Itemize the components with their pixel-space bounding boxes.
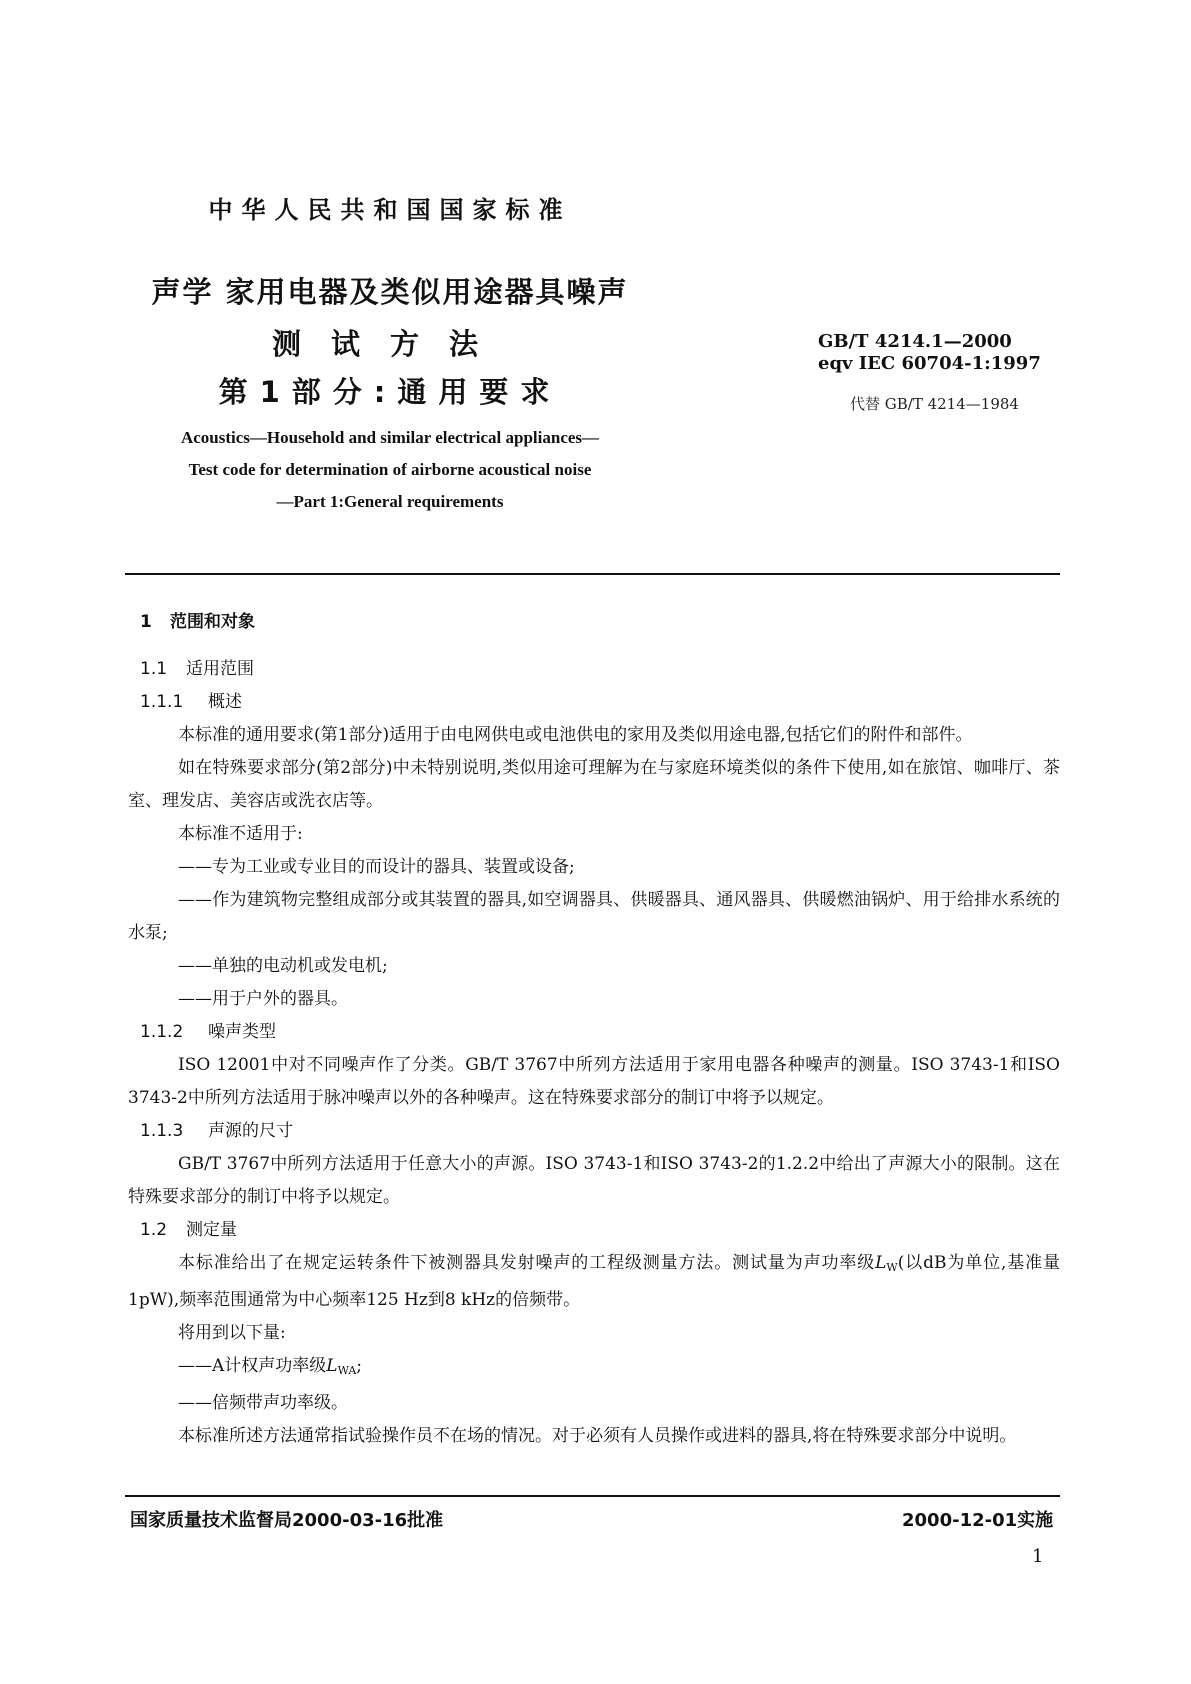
symbol: L xyxy=(326,1356,338,1376)
text-run: 本标准给出了在规定运转条件下被测器具发射噪声的工程级测量方法。测试量为声功率级 xyxy=(178,1253,876,1273)
paragraph xyxy=(128,1247,1060,1317)
section-1-1-3-heading xyxy=(128,1115,1060,1148)
section-title: 范围和对象 xyxy=(170,612,255,632)
title-cn-line-1: 声学 家用电器及类似用途器具噪声 xyxy=(151,275,629,309)
list-item: ——作为建筑物完整组成部分或其装置的器具,如空调器具、供暖器具、通风器具、供暖燃油锅炉、用于给排水系统的水泵; xyxy=(128,890,1060,943)
list-item: ——专为工业或专业目的而设计的器具、装置或设备; xyxy=(178,857,575,877)
section-title: 适用范围 xyxy=(186,659,254,679)
subscript: W xyxy=(886,1261,898,1274)
implementation-date: 2000-12-01实施 xyxy=(902,1510,1054,1531)
document-body xyxy=(128,606,1060,1453)
standard-code: GB/T 4214.1—2000 xyxy=(818,331,1012,352)
section-number: 1.1.3 xyxy=(140,1121,184,1141)
section-1-heading xyxy=(128,606,1060,639)
title-cn-line-2: 测试方法 xyxy=(271,327,508,361)
paragraph: 本标准不适用于: xyxy=(178,824,303,844)
page-number: 1 xyxy=(1032,1546,1044,1567)
section-number: 1.2 xyxy=(140,1220,168,1240)
text-run: ; xyxy=(356,1356,363,1376)
text-run: (以dB为单位,基准量1pW),频率范围通常为中心频率125 Hz到8 kHz的倍频带。 xyxy=(128,1253,1060,1310)
approval-line: 国家质量技术监督局2000-03-16批准 xyxy=(130,1510,444,1531)
section-number: 1.1.1 xyxy=(140,692,184,712)
section-1-1-2-heading xyxy=(128,1016,1060,1049)
subscript: WA xyxy=(337,1364,357,1377)
section-title: 概述 xyxy=(208,692,242,712)
paragraph: 如在特殊要求部分(第2部分)中未特别说明,类似用途可理解为在与家庭环境类似的条件下使用,如在旅馆、咖啡厅、茶室、理发店、美容店或洗衣店等。 xyxy=(128,758,1060,811)
title-en-line-1: Acoustics—Household and similar electrical appliances— xyxy=(180,428,600,447)
section-1-1-heading xyxy=(128,653,1060,686)
section-number: 1.1.2 xyxy=(140,1022,184,1042)
paragraph: 将用到以下量: xyxy=(178,1323,286,1343)
symbol: L xyxy=(875,1253,887,1273)
section-number: 1.1 xyxy=(140,659,168,679)
title-cn-line-3: 第1部分:通用要求 xyxy=(218,375,562,409)
list-item: ——单独的电动机或发电机; xyxy=(178,956,388,976)
paragraph: ISO 12001中对不同噪声作了分类。GB/T 3767中所列方法适用于家用电器各种噪声的测量。ISO 3743-1和ISO 3743-2中所列方法适用于脉冲噪声以外的各种噪声。这在特殊要求部分的制订中将予以规定。 xyxy=(128,1055,1060,1108)
section-title: 噪声类型 xyxy=(208,1022,276,1042)
replaces-standard: 代替 GB/T 4214—1984 xyxy=(850,395,1019,413)
title-en-line-2: Test code for determination of airborne acoustical noise xyxy=(188,460,592,479)
bottom-divider xyxy=(125,1495,1060,1497)
section-title: 声源的尺寸 xyxy=(208,1121,293,1141)
list-item: ——用于户外的器具。 xyxy=(178,989,348,1009)
paragraph: 本标准所述方法通常指试验操作员不在场的情况。对于必须有人员操作或进料的器具,将在特殊要求部分中说明。 xyxy=(178,1426,1017,1446)
top-divider xyxy=(125,573,1060,575)
title-en-line-3: —Part 1:General requirements xyxy=(276,492,504,511)
paragraph: GB/T 3767中所列方法适用于任意大小的声源。ISO 3743-1和ISO 3743-2的1.2.2中给出了声源大小的限制。这在特殊要求部分的制订中将予以规定。 xyxy=(128,1154,1060,1207)
section-number: 1 xyxy=(140,612,152,632)
section-1-1-1-heading xyxy=(128,686,1060,719)
text-run: ——A计权声功率级 xyxy=(178,1356,327,1376)
equivalent-standard: eqv IEC 60704-1:1997 xyxy=(818,353,1041,374)
section-title: 测定量 xyxy=(186,1220,237,1240)
list-item xyxy=(128,1350,1060,1387)
national-standard-heading: 中华人民共和国国家标准 xyxy=(208,196,572,224)
paragraph: 本标准的通用要求(第1部分)适用于由电网供电或电池供电的家用及类似用途电器,包括它们的附件和部件。 xyxy=(178,725,973,745)
section-1-2-heading xyxy=(128,1214,1060,1247)
list-item: ——倍频带声功率级。 xyxy=(178,1393,348,1413)
